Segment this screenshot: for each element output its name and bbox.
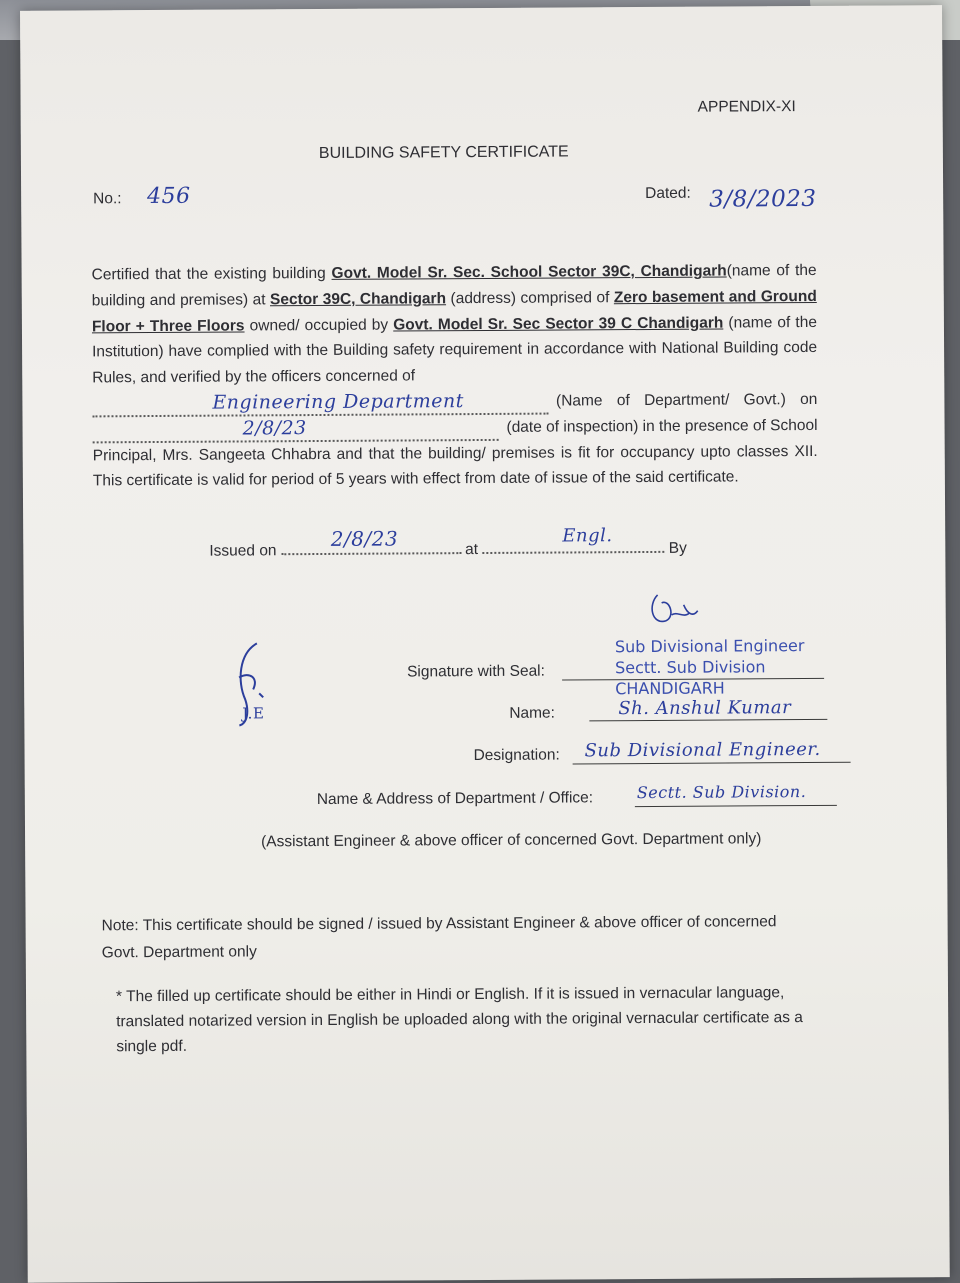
inspection-date-handwritten: 2/8/23: [242, 416, 307, 440]
building-name: Govt. Model Sr. Sec. School Sector 39C, Chandigarh: [331, 262, 727, 282]
by-label: By: [668, 539, 687, 557]
body-text: owned/ occupied by: [244, 316, 394, 335]
note-text: Note: This certificate should be signed / issued by Assistant Engineer & above officer of concerned Govt. Department only: [101, 913, 777, 962]
body-text: (name of the Institution) have complied with the Building safety requirement in accordance with National Building code Rules, and verified by the officers concerned of: [92, 313, 818, 387]
department-handwritten: Engineering Department: [212, 390, 464, 414]
designation-label: Designation:: [473, 746, 560, 765]
building-floors: Zero basement and Ground Floor + Three Floors: [91, 287, 817, 335]
at-label: at: [465, 541, 479, 559]
certificate-body: [92, 258, 818, 495]
body-text: Principal, Mrs. Sangeeta Chhabra and that the building/ premises is fit for occupancy upto classes XII. This certificate is valid for period of 5 years with effect from date of issue of the said certificate.: [92, 442, 818, 490]
number-label: No.:: [93, 190, 122, 208]
body-text: Certified that the existing building: [91, 264, 332, 284]
issued-place-handwritten: Engl.: [562, 525, 613, 547]
certificate-title: BUILDING SAFETY CERTIFICATE: [318, 143, 569, 162]
department-label: (Name of Department/ Govt.) on: [555, 390, 818, 410]
designation-handwritten: Sub Divisional Engineer.: [584, 738, 821, 762]
issued-label: Issued on: [209, 542, 277, 560]
je-label: J.E: [242, 704, 265, 723]
dated-value: 3/8/2023: [709, 185, 817, 213]
officer-signature-initial: [644, 585, 704, 641]
department-dots: [92, 390, 548, 417]
number-value: 456: [147, 183, 191, 210]
stamp-line-1: Sub Divisional Engineer: [614, 636, 805, 657]
issued-place-dots: [482, 525, 664, 554]
inspection-dots: [93, 416, 499, 442]
office-handwritten: Sectt. Sub Division.: [636, 782, 807, 803]
building-address: Sector 39C, Chandigarh: [269, 290, 447, 309]
name-line: [589, 719, 827, 721]
office-label: Name & Address of Department / Office:: [316, 789, 594, 809]
inspection-label: (date of inspection) in the presence of School: [506, 416, 818, 436]
issued-date-handwritten: 2/8/23: [330, 526, 399, 551]
designation-line: [573, 762, 851, 765]
officer-qualifier: (Assistant Engineer & above officer of concerned Govt. Department only): [261, 830, 762, 851]
issued-date-dots: [281, 526, 461, 555]
stamp-line-3: CHANDIGARH: [615, 678, 725, 699]
inspection-line: [92, 413, 817, 443]
issued-row: [209, 525, 687, 561]
name-handwritten: Sh. Anshul Kumar: [618, 697, 792, 720]
footnote-text: * The filled up certificate should be either in Hindi or English. If it is issued in vernacular language, translated notarized version in English be uploaded along with the original vernacular certificate as a single pdf.: [115, 984, 803, 1056]
appendix-label: APPENDIX-XI: [697, 98, 796, 116]
body-text: (address) comprised of: [445, 288, 614, 308]
certificate-paper: [20, 5, 950, 1283]
name-label: Name:: [509, 704, 556, 722]
institution-name: Govt. Model Sr. Sec Sector 39 C Chandigarh: [393, 314, 724, 334]
dated-label: Dated:: [645, 184, 691, 203]
stamp-line-2: Sectt. Sub Division: [614, 657, 766, 678]
signature-label: Signature with Seal:: [407, 662, 545, 681]
office-line: [635, 805, 837, 807]
body-text: (name of the building and premises) at: [91, 261, 817, 310]
